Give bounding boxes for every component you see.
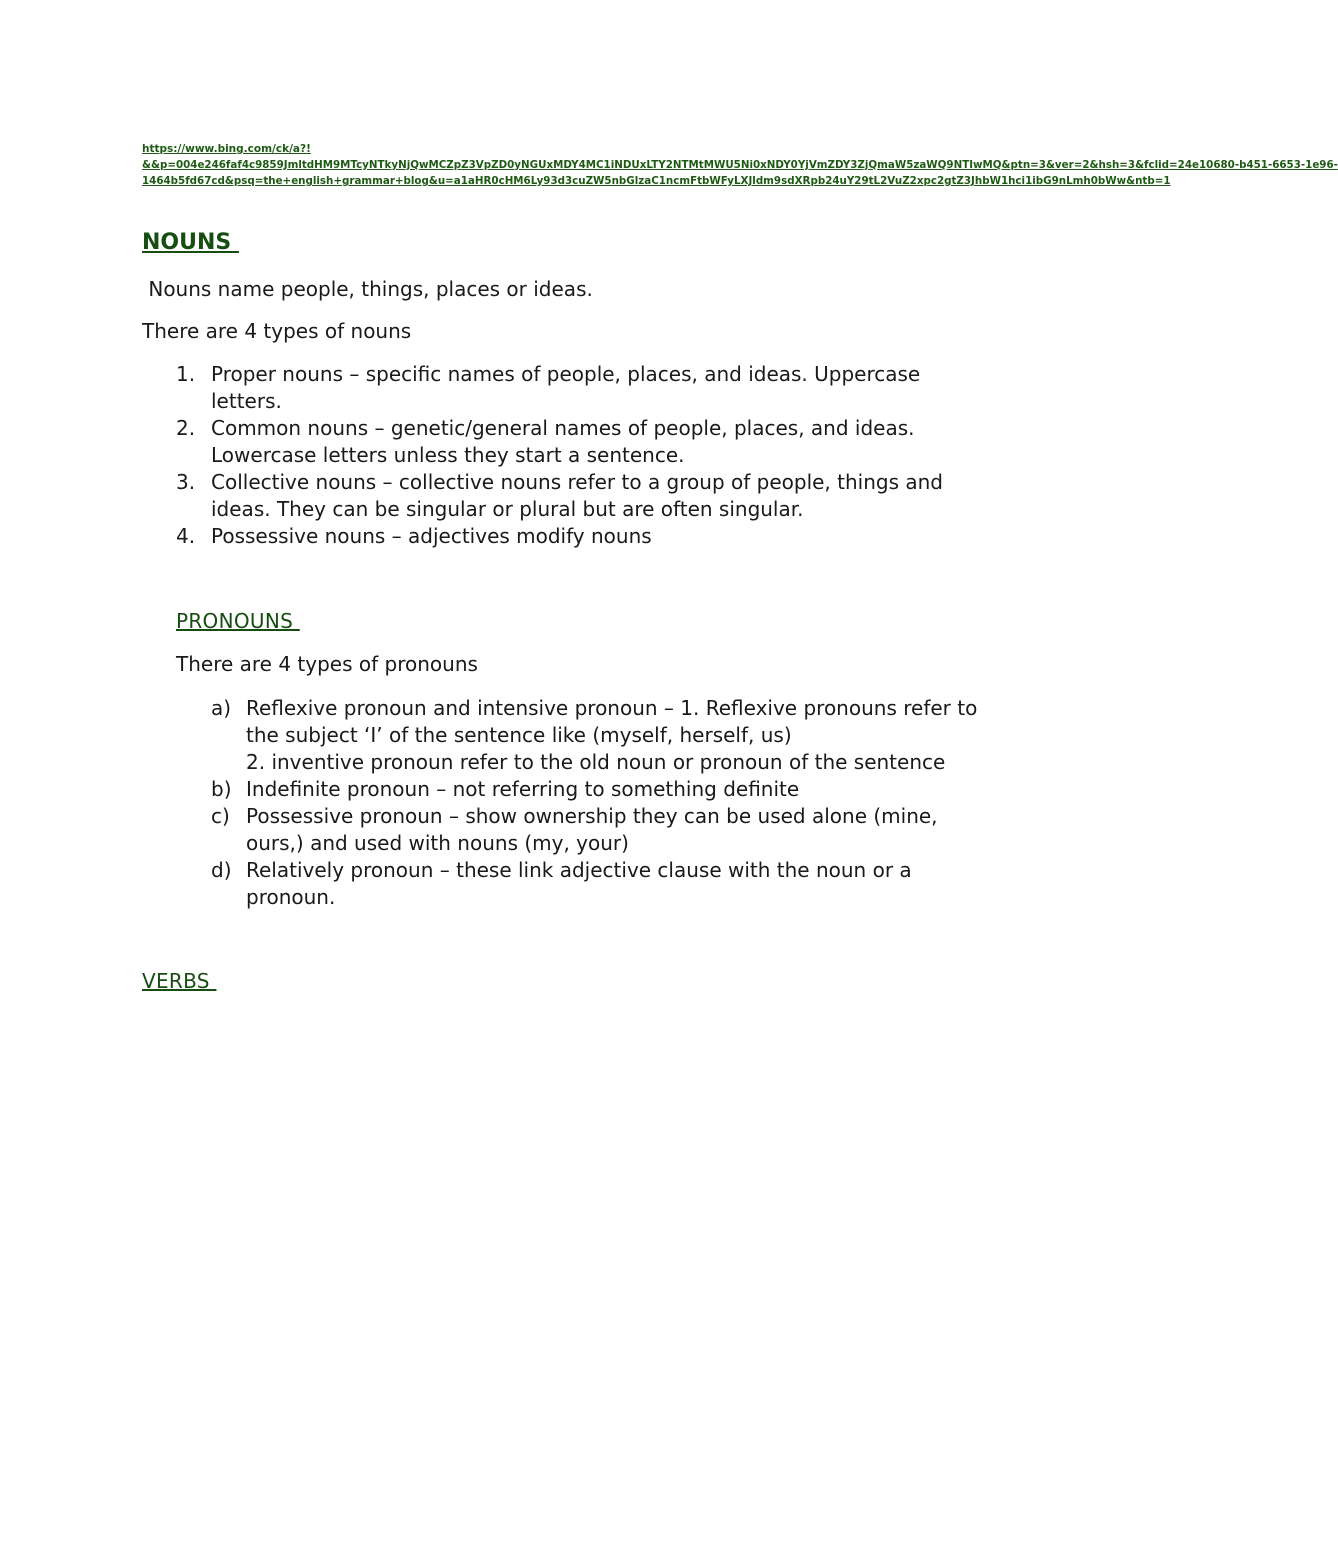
list-item: [176, 415, 1036, 469]
nouns-types-intro: There are 4 types of nouns: [142, 319, 412, 343]
list-marker: 1.: [176, 362, 196, 386]
list-item: [211, 857, 1041, 911]
list-marker: d): [211, 858, 232, 882]
pronouns-list: [211, 695, 1041, 911]
source-link-line-2[interactable]: &&p=004e246faf4c9859JmltdHM9MTcyNTkyNjQwMCZpZ3VpZD0yNGUxMDY4MC1iNDUxLTY2NTMtMWU5Ni0xNDY0YjVmZDY3ZjQmaW5zaWQ9NTIwMQ&ptn=3&ver=2&hsh=3&fclid=24e10680-b451-6653-1e96-: [142, 159, 1338, 171]
list-item-text: the subject ‘I’ of the sentence like (myself, herself, us): [246, 723, 792, 747]
list-item-text: Collective nouns – collective nouns refer to a group of people, things and: [211, 470, 943, 494]
list-marker: 3.: [176, 470, 196, 494]
list-item: [211, 695, 1041, 776]
verbs-heading: VERBS: [142, 969, 217, 993]
list-item-text: Possessive nouns – adjectives modify nouns: [211, 524, 652, 548]
list-marker: 2.: [176, 416, 196, 440]
list-marker: a): [211, 696, 232, 720]
list-item: [176, 469, 1036, 523]
list-item: [176, 523, 1036, 550]
source-link-line-3[interactable]: 1464b5fd67cd&psq=the+english+grammar+blog&u=a1aHR0cHM6Ly93d3cuZW5nbGlzaC1ncmFtbWFyLXJldm9sdXRpb24uY29tL2VuZ2xpc2gtZ3JhbW1hci1ibG9nLmh0bWw&ntb=1: [142, 175, 1171, 187]
list-item: [211, 803, 1041, 857]
list-item-text: pronoun.: [246, 885, 336, 909]
list-item-text: Proper nouns – specific names of people, places, and ideas. Uppercase: [211, 362, 921, 386]
list-item-text: Common nouns – genetic/general names of people, places, and ideas.: [211, 416, 915, 440]
list-item-text: Lowercase letters unless they start a sentence.: [211, 443, 685, 467]
nouns-list: [176, 361, 1036, 550]
list-item-text: Possessive pronoun – show ownership they can be used alone (mine,: [246, 804, 938, 828]
list-item: [211, 776, 1041, 803]
source-link-line-1[interactable]: https://www.bing.com/ck/a?!: [142, 143, 311, 155]
list-item-text: Reflexive pronoun and intensive pronoun – 1. Reflexive pronouns refer to: [246, 696, 978, 720]
list-item-text: letters.: [211, 389, 282, 413]
nouns-heading: NOUNS: [142, 230, 239, 255]
list-marker: c): [211, 804, 230, 828]
pronouns-heading: PRONOUNS: [176, 609, 300, 633]
pronouns-types-intro: There are 4 types of pronouns: [176, 652, 478, 676]
source-link[interactable]: [142, 141, 1338, 189]
list-marker: 4.: [176, 524, 196, 548]
list-item-text: Indefinite pronoun – not referring to something definite: [246, 777, 800, 801]
list-item-text: 2. inventive pronoun refer to the old noun or pronoun of the sentence: [246, 750, 946, 774]
list-item-text: Relatively pronoun – these link adjective clause with the noun or a: [246, 858, 912, 882]
list-item-text: ideas. They can be singular or plural but are often singular.: [211, 497, 804, 521]
list-item: [176, 361, 1036, 415]
list-marker: b): [211, 777, 232, 801]
nouns-definition: Nouns name people, things, places or ideas.: [142, 277, 593, 301]
list-item-text: ours,) and used with nouns (my, your): [246, 831, 629, 855]
